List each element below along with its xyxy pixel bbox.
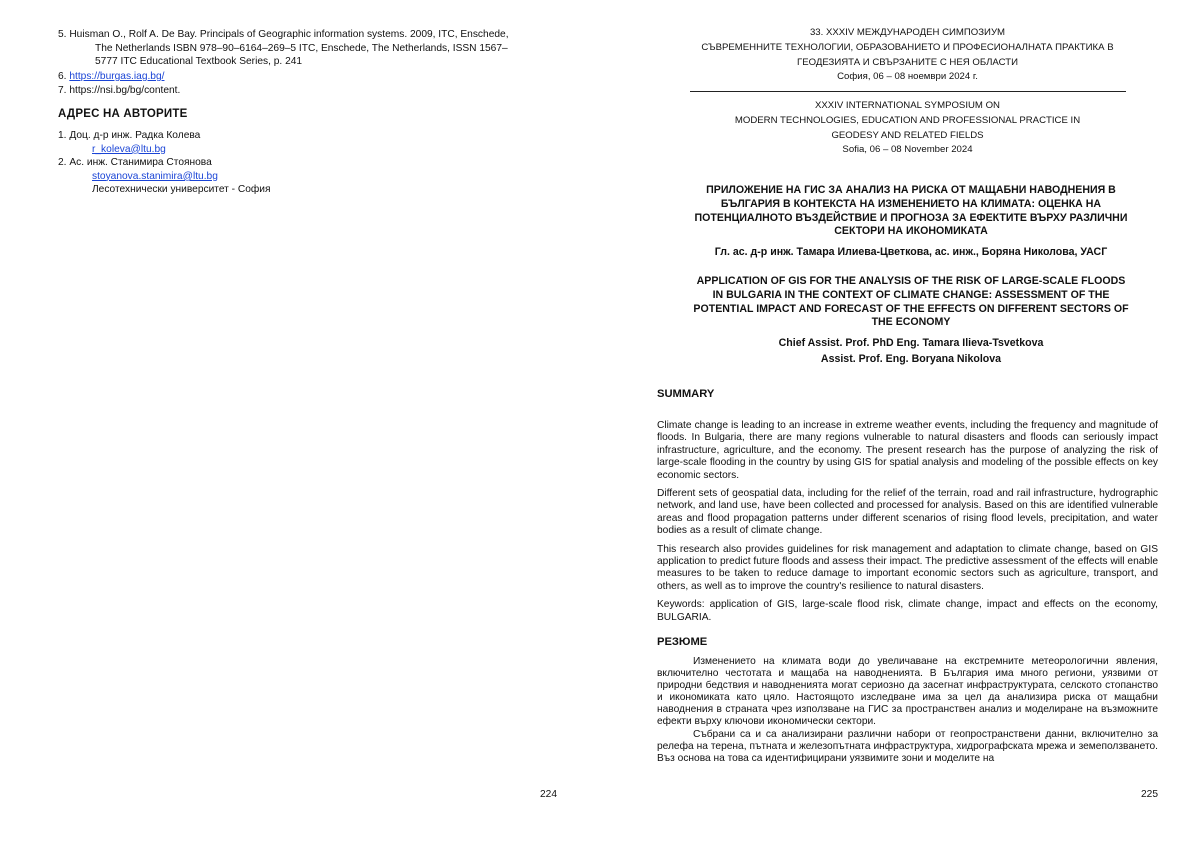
header-bg-line: ГЕОДЕЗИЯТА И СВЪРЗАНИТЕ С НЕЯ ОБЛАСТИ bbox=[797, 56, 1018, 68]
reference-6-link[interactable]: https://burgas.iag.bg/ bbox=[69, 71, 165, 82]
page-number-right: 225 bbox=[1141, 789, 1158, 800]
authors-en bbox=[652, 336, 1170, 367]
title-en bbox=[652, 275, 1170, 330]
reference-5-line1: 5. Huisman O., Rolf A. De Bay. Principals of Geographic information systems. 2009, ITC, Enschede, bbox=[58, 29, 509, 40]
title-bg-line: БЪЛГАРИЯ В КОНТЕКСТА НА ИЗМЕНЕНИЕТО НА КЛИМАТА: ОЦЕНКА НА bbox=[720, 197, 1102, 210]
reference-6-number: 6. bbox=[58, 71, 70, 82]
reference-7-text: 7. https://nsi.bg/bg/content. bbox=[58, 85, 181, 96]
resume-body bbox=[657, 656, 1158, 765]
summary-paragraph: This research also provides guidelines for risk management and adaptation to climate change, based on GIS application to predict future floods and assess their impact. The predictive assessment of the effects will enable measures to be taken to reduce damage to important economic sectors such as agriculture, transport, and others, as well as to improve the country's resilience to natural disasters. bbox=[657, 543, 1158, 592]
title-en-line: POTENTIAL IMPACT AND FORECAST OF THE EFFECTS ON DIFFERENT SECTORS OF bbox=[693, 302, 1129, 315]
author-1-email[interactable]: r_koleva@ltu.bg bbox=[92, 143, 166, 155]
symposium-header-bg bbox=[640, 26, 1175, 85]
resume-paragraph: Изменението на климата води до увеличаване на екстремните метеорологични явления, включително честотата и мащаба на наводненията. В България има много региони, уязвими от природни бедствия и наводненията могат сериозно да засегнат инфраструктурата, селското стопанство и икономиката като цяло. Настоящото изследване има за цел да анализира риска от мащабни наводнения в страната чрез използване на ГИС за пространствен анализ и моделиране на възможните ефекти върху ключови икономически сектори. bbox=[657, 656, 1158, 728]
header-divider bbox=[690, 91, 1126, 92]
author-en-1: Chief Assist. Prof. PhD Eng. Tamara Ilieva-Tsvetkova bbox=[778, 337, 1044, 349]
title-en-line: APPLICATION OF GIS FOR THE ANALYSIS OF THE RISK OF LARGE-SCALE FLOODS bbox=[696, 275, 1126, 287]
header-bg-line: СЪВРЕМЕННИТЕ ТЕХНОЛОГИИ, ОБРАЗОВАНИЕТО И ПРОФЕСИОНАЛНАТА ПРАКТИКА В bbox=[701, 41, 1114, 53]
symposium-header-en bbox=[640, 99, 1175, 158]
summary-paragraph: Different sets of geospatial data, including for the relief of the terrain, road and rail infrastructure, hydrographic network, and land use, have been collected and processed for analysis. Based on this are identified vulnerable areas and flood propagation patterns under different scenarios of rising flood levels, precipitation, and water bodies as a result of climate change. bbox=[657, 488, 1158, 537]
title-bg-line: СЕКТОРИ НА ИКОНОМИКАТА bbox=[834, 225, 988, 238]
header-en-date: Sofia, 06 – 08 November 2024 bbox=[842, 144, 973, 156]
title-bg-line: ПОТЕНЦИАЛНОТО ВЪЗДЕЙСТВИЕ И ПРОГНОЗА ЗА ЕФЕКТИТЕ ВЪРХУ РАЗЛИЧНИ bbox=[694, 211, 1128, 224]
header-en-line: GEODESY AND RELATED FIELDS bbox=[831, 129, 984, 141]
title-en-line: IN BULGARIA IN THE CONTEXT OF CLIMATE CHANGE: ASSESSMENT OF THE bbox=[712, 288, 1110, 301]
authors-address-list bbox=[58, 129, 558, 197]
header-en-line: MODERN TECHNOLOGIES, EDUCATION AND PROFESSIONAL PRACTICE IN bbox=[734, 114, 1081, 126]
right-page bbox=[600, 0, 1200, 849]
author-en-2: Assist. Prof. Eng. Boryana Nikolova bbox=[820, 352, 1002, 365]
resume-heading: РЕЗЮМЕ bbox=[657, 636, 708, 648]
page-number-left: 224 bbox=[540, 789, 557, 800]
reference-6 bbox=[58, 70, 558, 84]
reference-7 bbox=[58, 84, 558, 98]
header-bg-line: 33. XXXIV МЕЖДУНАРОДЕН СИМПОЗИУМ bbox=[809, 27, 1006, 38]
title-bg bbox=[652, 184, 1170, 239]
header-bg-date: София, 06 – 08 ноември 2024 г. bbox=[837, 71, 978, 83]
title-bg-line: ПРИЛОЖЕНИЕ НА ГИС ЗА АНАЛИЗ НА РИСКА ОТ МАЩАБНИ НАВОДНЕНИЯ В bbox=[706, 184, 1116, 196]
authors-bg: Гл. ас. д-р инж. Тамара Илиева-Цветкова, ас. инж., Боряна Николова, УАСГ bbox=[714, 246, 1108, 258]
reference-5 bbox=[58, 28, 558, 69]
author-2-name: 2. Ас. инж. Станимира Стоянова bbox=[58, 157, 212, 169]
summary-paragraph: Climate change is leading to an increase in extreme weather events, including the frequency and magnitude of floods. In Bulgaria, there are many regions vulnerable to natural disasters and floods can seriously impact infrastructure, agriculture, and the economy. The present research has the purpose of analyzing the risk of large-scale flooding in the country by using GIS for spatial analysis and modeling of the possible effects on key economic sectors. bbox=[657, 420, 1158, 481]
summary-heading: SUMMARY bbox=[657, 388, 715, 400]
author-1-name: 1. Доц. д-р инж. Радка Колева bbox=[58, 130, 201, 141]
reference-5-line2: The Netherlands ISBN 978–90–6164–269–5 ITC, Enschede, The Netherlands, ISSN 1567– bbox=[95, 42, 508, 54]
keywords: Keywords: application of GIS, large-scale flood risk, climate change, impact and effects on the economy, BULGARIA. bbox=[657, 599, 1158, 623]
reference-5-line3: 5777 ITC Educational Textbook Series, p. 241 bbox=[95, 56, 303, 68]
author-2-affiliation: Лесотехнически университет - София bbox=[92, 184, 271, 196]
summary-body bbox=[657, 420, 1158, 630]
author-2-email[interactable]: stoyanova.stanimira@ltu.bg bbox=[92, 170, 218, 182]
header-en-line: XXXIV INTERNATIONAL SYMPOSIUM ON bbox=[815, 100, 1000, 111]
title-en-line: THE ECONOMY bbox=[871, 316, 951, 329]
resume-paragraph: Събрани са и са анализирани различни набори от геопространствени данни, включително за релефа на терена, пътната и железопътната инфраструктура, хидрографската мрежа и земеползването. Въз основа на това са идентифицирани уязвимите зони и моделите на bbox=[657, 728, 1158, 764]
authors-address-heading: АДРЕС НА АВТОРИТЕ bbox=[58, 108, 188, 120]
